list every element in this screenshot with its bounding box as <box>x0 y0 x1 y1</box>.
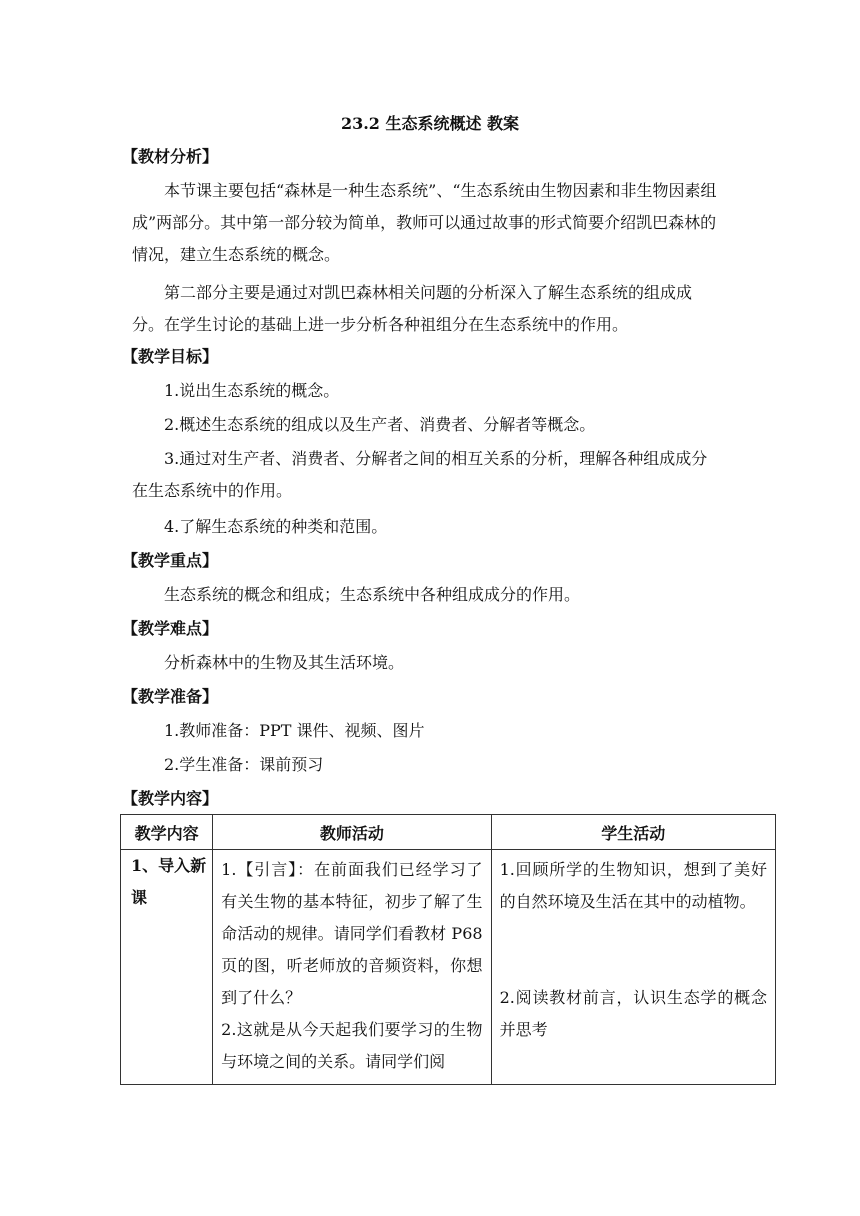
goal-item-2: 2.概述生态系统的组成以及生产者、消费者、分解者等概念。 <box>164 415 596 434</box>
table-header-row <box>121 815 776 850</box>
student-activity-1: 1.回顾所学的生物知识，想到了美好的自然环境及生活在其中的动植物。 <box>499 860 767 911</box>
preparation-item-2: 2.学生准备：课前预习 <box>164 755 324 774</box>
heading-goals: 【教学目标】 <box>122 347 219 366</box>
preparation-item-1: 1.教师准备：PPT 课件、视频、图片 <box>164 721 425 740</box>
student-activity-cell <box>491 850 775 1085</box>
header-student-activity: 学生活动 <box>491 815 775 850</box>
goal-item-1: 1.说出生态系统的概念。 <box>164 381 340 400</box>
heading-content: 【教学内容】 <box>122 789 219 808</box>
heading-key-points: 【教学重点】 <box>122 551 219 570</box>
header-content: 教学内容 <box>121 815 213 850</box>
teacher-activity-cell <box>213 850 491 1085</box>
goal-item-3: 3.通过对生产者、消费者、分解者之间的相互关系的分析，理解各种组成成分在生态系统中的作用。 <box>132 449 708 500</box>
goal-item-4: 4.了解生态系统的种类和范围。 <box>164 517 388 536</box>
row-section-label: 1、导入新课 <box>121 850 213 1085</box>
header-teacher-activity: 教师活动 <box>213 815 491 850</box>
spacer <box>500 918 767 982</box>
teacher-activity-1: 1.【引言】：在前面我们已经学习了有关生物的基本特征，初步了解了生命活动的规律。请同学们看教材 P68 页的图，听老师放的音频资料，你想到了什么？ <box>221 860 483 1007</box>
student-activity-2: 2.阅读教材前言，认识生态学的概念并思考 <box>499 988 767 1039</box>
heading-analysis: 【教材分析】 <box>122 147 219 166</box>
analysis-paragraph-1: 本节课主要包括“森林是一种生态系统”、“生态系统由生物因素和非生物因素组成”两部分。其中第一部分较为简单，教师可以通过故事的形式简要介绍凯巴森林的情况，建立生态系统的概念。 <box>132 181 717 264</box>
difficulties-text: 分析森林中的生物及其生活环境。 <box>164 653 405 672</box>
teacher-activity-2: 2.这就是从今天起我们要学习的生物与环境之间的关系。请同学们阅 <box>221 1020 483 1071</box>
lesson-table <box>120 814 776 1085</box>
heading-difficulties: 【教学难点】 <box>122 619 219 638</box>
table-row <box>121 850 776 1085</box>
document-title: 23.2 生态系统概述 教案 <box>340 114 520 133</box>
key-points-text: 生态系统的概念和组成；生态系统中各种组成成分的作用。 <box>164 585 581 604</box>
analysis-paragraph-2: 第二部分主要是通过对凯巴森林相关问题的分析深入了解生态系统的组成成分。在学生讨论的基础上进一步分析各种祖组分在生态系统中的作用。 <box>132 283 693 334</box>
heading-preparation: 【教学准备】 <box>122 687 219 706</box>
